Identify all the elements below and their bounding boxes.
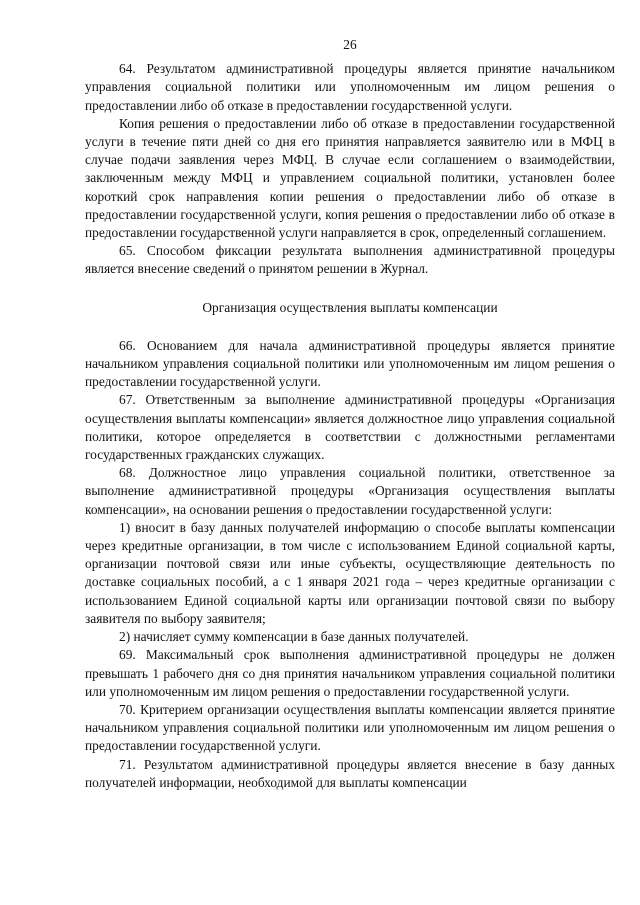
paragraph-70: 70. Критерием организации осуществления выплаты компенсации является принятие начальником управления социальной политики или уполномоченным им лицом решения о предоставлении государственной услуги. <box>85 701 615 754</box>
list-item-1: 1) вносит в базу данных получателей информацию о способе выплаты компенсации через кредитные организации, в том числе с использованием Единой социальной карты, организации почтовой связи или иные субъекты, осуществляющие деятельность по доставке социальных пособий, а с 1 января 2021 года – через кредитные организации с использованием Единой социальной карты или организации почтовой связи по выбору заявителя по выбору заявителя; <box>85 519 615 626</box>
paragraph-69: 69. Максимальный срок выполнения административной процедуры не должен превышать 1 рабочего дня со дня принятия начальником управления социальной политики или уполномоченным им лицом решения о предоставлении государственной услуги. <box>85 647 615 699</box>
paragraph-68: 68. Должностное лицо управления социальной политики, ответственное за выполнение административной процедуры «Организация осуществления выплаты компенсации», на основании решения о предоставлении государственной услуги: <box>85 465 615 517</box>
document-page <box>85 36 615 792</box>
paragraph-66: 66. Основанием для начала административной процедуры является принятие начальником управления социальной политики или уполномоченным им лицом решения о предоставлении государственной услуги. <box>85 337 615 390</box>
paragraph-67: 67. Ответственным за выполнение административной процедуры «Организация осуществления выплаты компенсации» является должностное лицо управления социальной политики, которое определяется в соответствии с должностными регламентами государственных гражданских служащих. <box>85 392 615 463</box>
list-item-2: 2) начисляет сумму компенсации в базе данных получателей. <box>119 629 469 645</box>
page-number: 26 <box>343 37 357 52</box>
section-heading: Организация осуществления выплаты компенсации <box>202 299 498 315</box>
paragraph-71: 71. Результатом административной процедуры является внесение в базу данных получателей информации, необходимой для выплаты компенсации <box>85 756 615 790</box>
paragraph-64-copy: Копия решения о предоставлении либо об отказе в предоставлении государственной услуги в течение пяти дней со дня его принятия направляется заявителю или в МФЦ в случае подачи заявления через МФЦ. В случае если соглашением о взаимодействии, заключенным между МФЦ и управлением социальной политики, установлен более короткий срок направления копии решения о предоставлении либо об отказе в предоставлении государственной услуги, копия решения о предоставлении либо об отказе в предоставлении государственной услуги направляется в срок, определенный соглашением. <box>85 115 615 241</box>
paragraph-64: 64. Результатом административной процедуры является принятие начальником управления социальной политики или уполномоченным им лицом решения о предоставлении либо об отказе в предоставлении государственной услуги. <box>85 61 615 113</box>
paragraph-65: 65. Способом фиксации результата выполнения административной процедуры является внесение сведений о принятом решении в Журнал. <box>85 243 615 277</box>
